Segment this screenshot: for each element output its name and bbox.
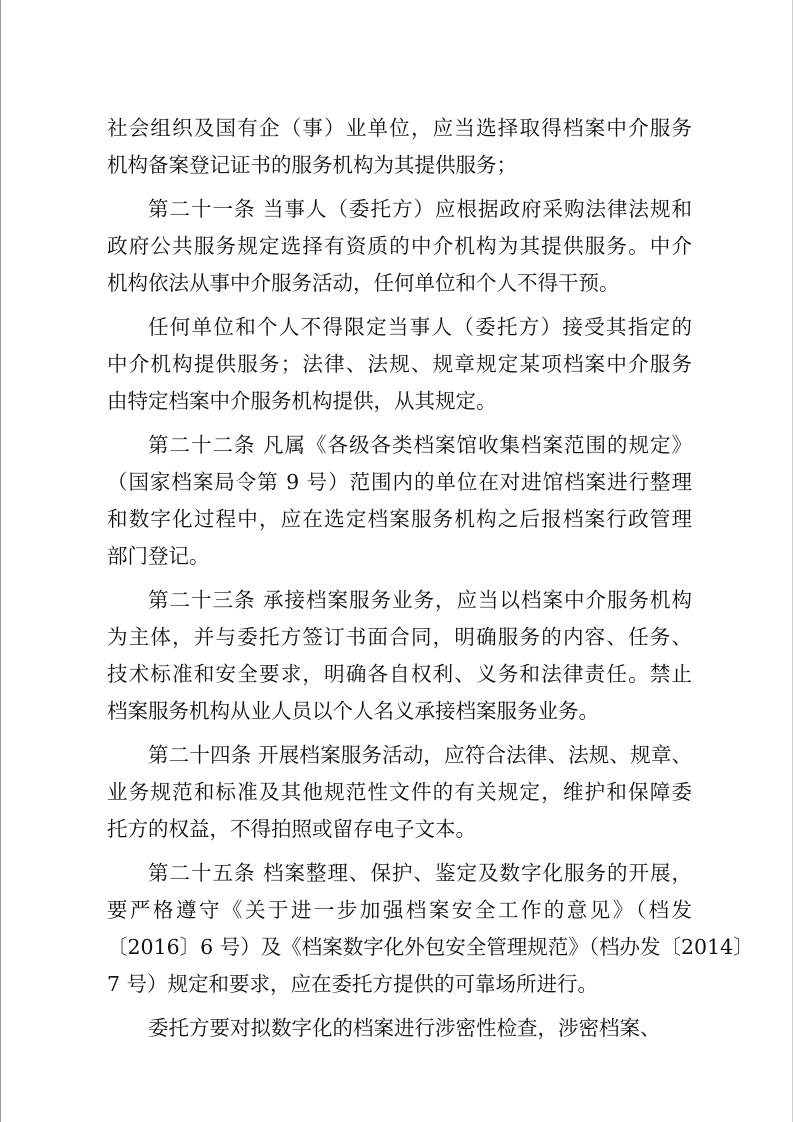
- text-line: 为主体，并与委托方签订书面合同，明确服务的内容、任务、: [107, 625, 692, 649]
- page-left-border: [0, 0, 1, 1122]
- text-line: 第二十一条 当事人（委托方）应根据政府采购法律法规和: [148, 197, 692, 221]
- text-line: 机构依法从事中介服务活动，任何单位和个人不得干预。: [107, 271, 620, 295]
- text-line: 第二十五条 档案整理、保护、鉴定及数字化服务的开展，: [148, 861, 692, 885]
- text-line: 第二十二条 凡属《各级各类档案馆收集档案范围的规定》: [148, 433, 692, 457]
- text-line: 要严格遵守《关于进一步加强档案安全工作的意见》（档发: [107, 898, 692, 922]
- text-line: 托方的权益，不得拍照或留存电子文本。: [107, 817, 476, 841]
- text-line: 委托方要对拟数字化的档案进行涉密性检查，涉密档案、: [148, 1016, 661, 1040]
- paragraph: [107, 110, 692, 184]
- text-line: 任何单位和个人不得限定当事人（委托方）接受其指定的: [148, 315, 692, 339]
- text-line: 中介机构提供服务；法律、法规、规章规定某项档案中介服务: [107, 352, 692, 376]
- text-line: 档案服务机构从业人员以个人名义承接档案服务业务。: [107, 699, 599, 723]
- text-line: 〔2016〕6 号）及《档案数字化外包安全管理规范》（档办发〔2014〕: [107, 935, 754, 959]
- text-line: 技术标准和安全要求，明确各自权利、义务和法律责任。禁止: [107, 662, 692, 686]
- text-line: 7 号）规定和要求，应在委托方提供的可靠场所进行。: [107, 972, 599, 996]
- text-line: 和数字化过程中，应在选定档案服务机构之后报档案行政管理: [107, 507, 692, 531]
- paragraph: [107, 427, 692, 575]
- text-line: 业务规范和标准及其他规范性文件的有关规定，维护和保障委: [107, 780, 692, 804]
- text-line: 第二十三条 承接档案服务业务，应当以档案中介服务机构: [148, 588, 692, 612]
- paragraph: [107, 582, 692, 730]
- paragraph: [107, 737, 692, 848]
- text-line: 政府公共服务规定选择有资质的中介机构为其提供服务。中介: [107, 234, 692, 258]
- document-body: [107, 110, 754, 1054]
- text-line: 部门登记。: [107, 544, 210, 568]
- paragraph: [107, 855, 754, 1003]
- paragraph: [107, 309, 692, 420]
- text-line: 社会组织及国有企（事）业单位，应当选择取得档案中介服务: [107, 116, 692, 140]
- text-line: 第二十四条 开展档案服务活动，应符合法律、法规、规章、: [148, 743, 692, 767]
- text-line: 由特定档案中介服务机构提供，从其规定。: [107, 389, 497, 413]
- text-line: （国家档案局令第 9 号）范围内的单位在对进馆档案进行整理: [107, 470, 692, 494]
- paragraph: [107, 1010, 692, 1047]
- text-line: 机构备案登记证书的服务机构为其提供服务；: [107, 153, 517, 177]
- paragraph: [107, 191, 692, 302]
